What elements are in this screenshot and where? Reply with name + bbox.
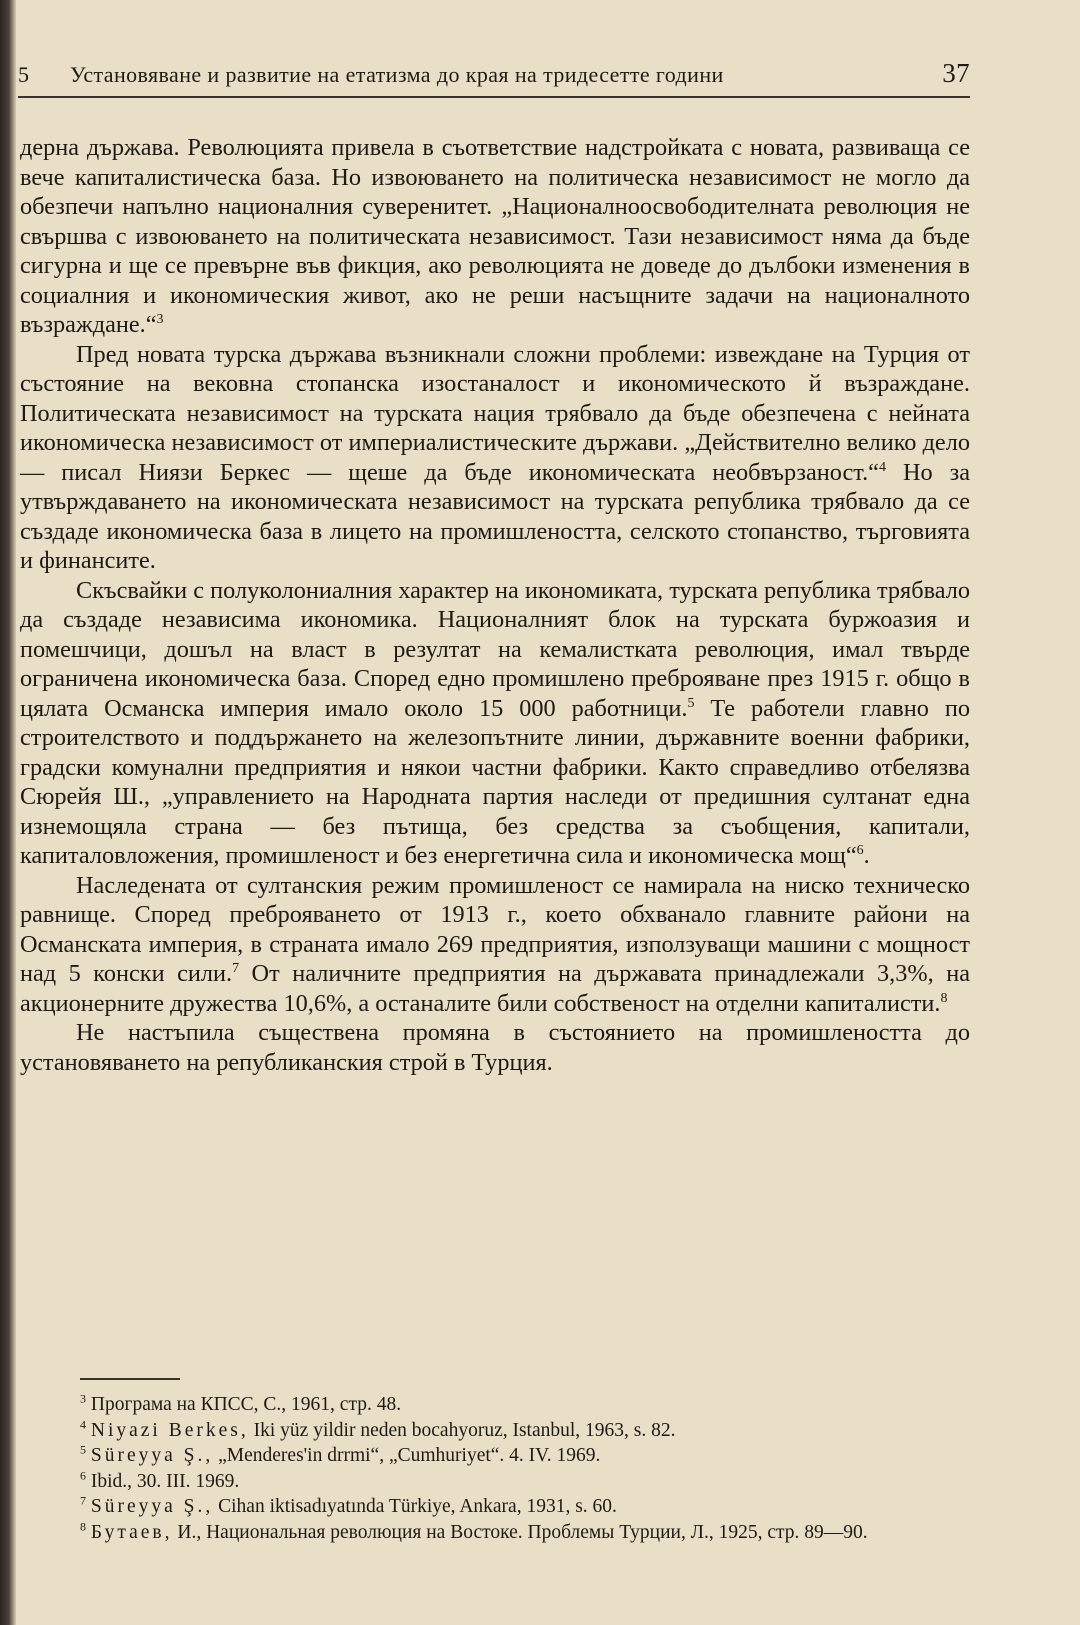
footnote-4: $^4$ Niyazi Berkes, Iki yüz yildir neden bocahyoruz, Istanbul, 1963, s. 82.	[80, 1417, 676, 1441]
running-title: Установяване и развитие на етатизма до края на тридесетте години	[70, 62, 724, 87]
main-text	[20, 133, 970, 1077]
paragraph-1: дерна държава. Революцията привела в съответствие надстройката с новата, развиваща се вече капиталистическа база. Но извоюването на политическа независимост не могло да обезпечи напълно националния суверенитет. „Националноосвободителната революция не свършва с извоюването на политическата независимост. Тази независимост няма да бъде сигурна и ще се превърне във фикция, ако революцията не доведе до дълбоки изменения в социалния и икономическия живот, ако не реши насъщните задачи на националното възраждане.“$^3$	[20, 134, 970, 338]
footnote-8: $^8$ Бутаев, И., Национальная революция на Востоке. Проблемы Турции, Л., 1925, стр. 89—90.	[80, 1519, 868, 1543]
footnote-ref: 4	[878, 459, 886, 475]
header-rule	[18, 96, 970, 98]
book-spine-shadow	[0, 0, 16, 1625]
footnote-ref: 5	[687, 695, 695, 711]
footnote-3: $^3$ Програма на КПСС, С., 1961, стр. 48.	[80, 1391, 402, 1415]
section-number: 5	[18, 62, 30, 87]
paragraph-5: Не настъпила съществена промяна в състоянието на промишлеността до установяването на републиканския строй в Турция.	[20, 1019, 970, 1076]
running-head	[18, 58, 970, 98]
footnote-7: $^7$ Süreyya Ş., Cihan iktisadıyatında Türkiye, Ankara, 1931, s. 60.	[80, 1493, 617, 1517]
footnote-rule	[80, 1378, 180, 1380]
paragraph-3: Скъсвайки с полуколониалния характер на икономиката, турската република трябвало да създаде независима икономика. Националният блок на турската буржоазия и помешчици, дошъл на власт в резултат на кемалистката революция, имал твърде ограничена икономическа база. Според едно промишлено преброяване през 1915 г. общо в цялата Османска империя имало около 15 000 работници.$^5$ Те работели главно по строителството и поддържането на железопътните линии, държавните военни фабрики, градски комунални предприятия и някои частни фабрики. Както справедливо отбелязва Сюрейя Ш., „управлението на Народната партия наследи от предишния султанат една изнемощяла страна — без пътища, без средства за съобщения, капитали, капиталовложения, промишленост и без енергетична сила и икономическа мощ“$^6$.	[20, 576, 970, 869]
footnote-5: $^5$ Süreyya Ş., „Menderes'in drrmi“, „Cumhuriyet“. 4. IV. 1969.	[80, 1442, 601, 1466]
paragraph-4: Наследената от султанския режим промишленост се намирала на ниско техническо равнище. Според преброяването от 1913 г., което обхванало главните райони на Османската империя, в страната имало 269 предприятия, използуващи машини с мощност над 5 конски сили.$^7$ От наличните предприятия на държавата принадлежали 3,3%, на акционерните дружества 10,6%, а останалите били собственост на отделни капиталисти.$^8$	[20, 871, 970, 1017]
page-number: 37	[942, 58, 970, 88]
footnote-ref: 3	[156, 311, 164, 327]
footnote-ref: 6	[856, 842, 864, 858]
footnotes	[20, 1392, 970, 1545]
footnote-6: $^6$ Ibid., 30. III. 1969.	[80, 1468, 240, 1492]
paragraph-2: Пред новата турска държава възникнали сложни проблеми: извеждане на Турция от състояние на вековна стопанска изостаналост и икономическото й възраждане. Политическата независимост на турската нация трябвало да бъде обезпечена с нейната икономическа независимост от империалистическите държави. „Действително велико дело — писал Ниязи Беркес — щеше да бъде икономическата необвързаност.“$^4$ Но за утвърждаването на икономическата независимост на турската република трябвало да се създаде икономическа база в лицето на промишлеността, селското стопанство, търговията и финансите.	[20, 340, 970, 574]
book-page	[18, 0, 1066, 1625]
footnote-ref: 7	[232, 960, 240, 976]
footnote-ref: 8	[940, 990, 948, 1006]
